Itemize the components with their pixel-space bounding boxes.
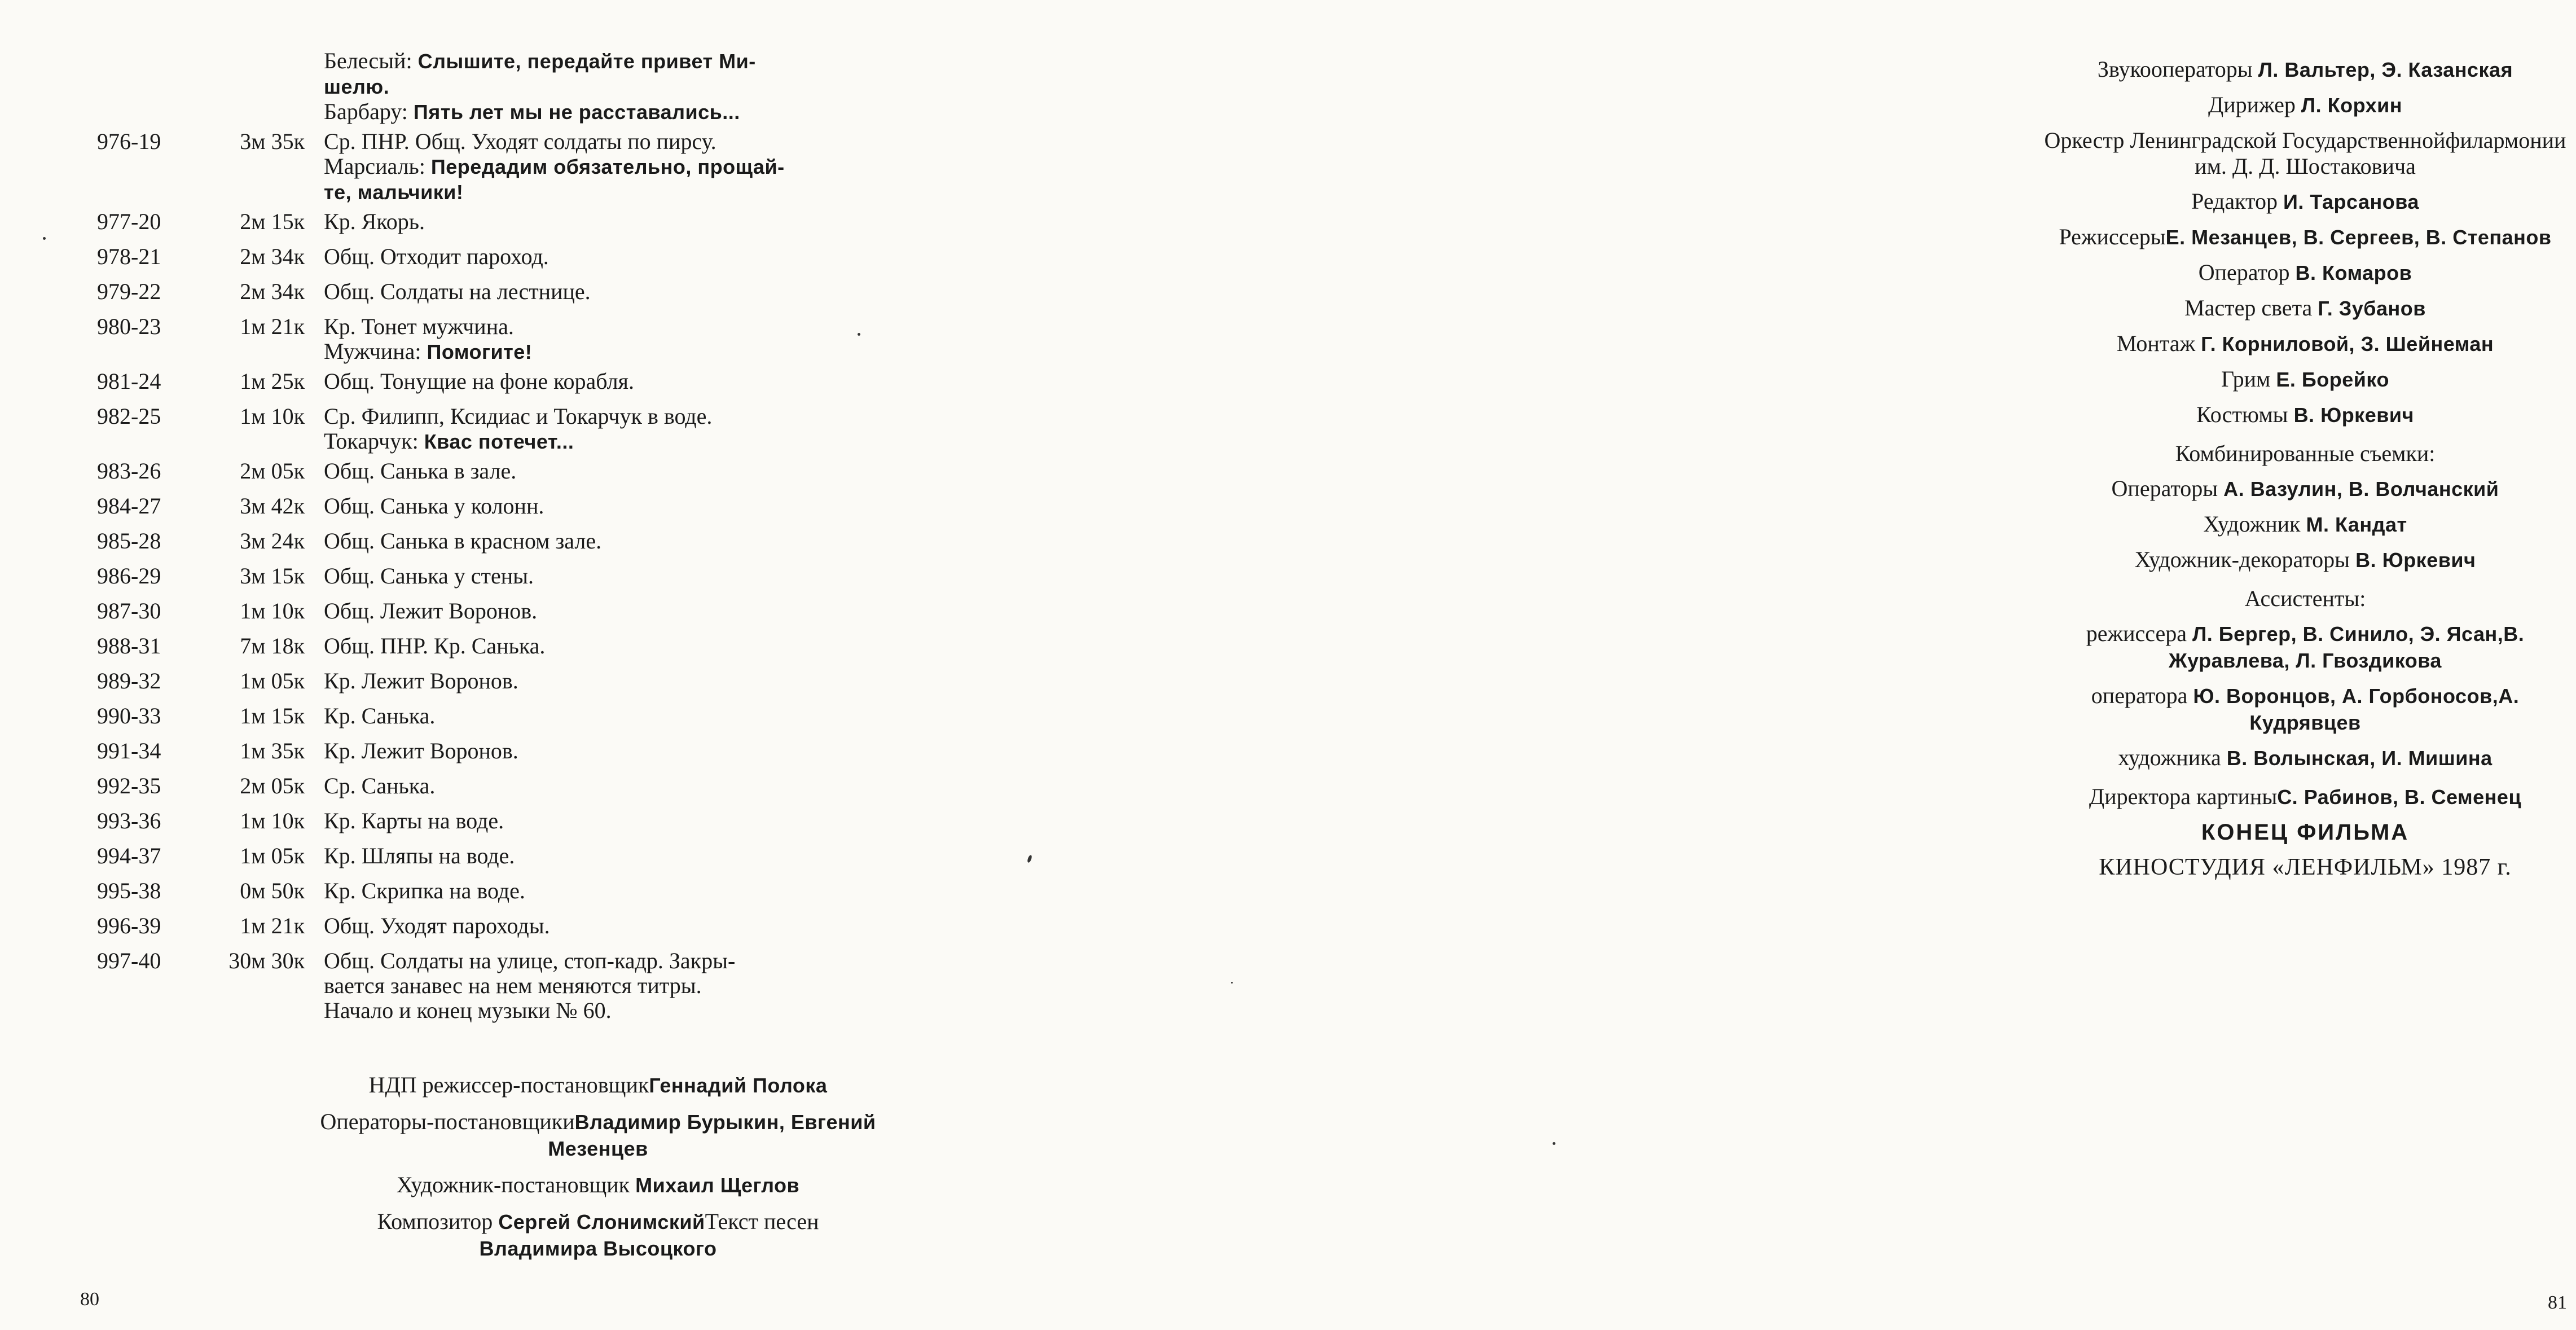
text-line xyxy=(324,774,880,798)
credit-block xyxy=(2034,547,2576,573)
shot-row xyxy=(85,809,880,833)
plain-text: Общ. Санька у стены. xyxy=(324,563,534,589)
shot-length: 1м 35к xyxy=(240,738,305,763)
text-line xyxy=(2175,441,2436,466)
dust-speck xyxy=(1553,1142,1555,1145)
shot-length: 2м 34к xyxy=(240,244,305,269)
shot-row xyxy=(85,314,880,365)
plain-text: Марсиаль: xyxy=(324,153,431,179)
shot-length: 30м 30к xyxy=(228,948,305,973)
left-credits xyxy=(316,1072,880,1272)
shot-description xyxy=(324,404,880,454)
plain-text: Кр. Лежит Воронов. xyxy=(324,738,518,763)
text-line xyxy=(324,669,880,693)
bold-text: Квас потечет... xyxy=(424,430,574,453)
bold-text: С. Рабинов, В. Семенец xyxy=(2277,785,2522,809)
text-line xyxy=(2199,260,2412,285)
shot-description xyxy=(324,879,880,903)
shot-number: 991-34 xyxy=(97,738,161,763)
shot-description xyxy=(324,459,880,484)
shot-length: 1м 10к xyxy=(240,403,305,429)
credit-block xyxy=(2034,441,2576,467)
credit-block xyxy=(2034,476,2576,502)
text-line xyxy=(2059,224,2165,249)
credit-block xyxy=(2034,366,2576,393)
plain-text: Общ. Санька в зале. xyxy=(324,458,517,484)
shot-description xyxy=(324,914,880,938)
shot-length: 1м 05к xyxy=(240,668,305,693)
bold-text: Геннадий Полока xyxy=(649,1074,828,1097)
shot-number: 996-39 xyxy=(97,913,161,938)
text-line xyxy=(324,564,880,589)
plain-text: Монтаж xyxy=(2116,331,2201,356)
text-line xyxy=(324,129,880,154)
text-line xyxy=(649,1072,827,1098)
shot-row xyxy=(85,49,880,125)
text-line xyxy=(2117,331,2494,356)
text-line xyxy=(2086,621,2504,646)
shot-row xyxy=(85,774,880,798)
shot-row xyxy=(85,244,880,269)
plain-text: Общ. Санька в красном зале. xyxy=(324,528,602,554)
text-line xyxy=(324,209,880,234)
shot-length: 1м 15к xyxy=(240,703,305,728)
shot-description xyxy=(324,669,880,693)
dust-speck xyxy=(858,333,860,336)
bold-text: Слышите, передайте привет Ми- xyxy=(417,50,756,73)
shot-number: 978-21 xyxy=(97,244,161,269)
plain-text: Кр. Лежит Воронов. xyxy=(324,668,518,693)
credit-block xyxy=(316,1209,880,1262)
shot-number: 979-22 xyxy=(97,279,161,304)
text-line xyxy=(324,339,880,365)
page-number-right: 81 xyxy=(2548,1292,2567,1313)
plain-text: Токарчук: xyxy=(324,428,424,454)
plain-text: Художник xyxy=(2203,511,2306,537)
text-line xyxy=(324,99,880,125)
shot-row xyxy=(85,634,880,659)
dust-speck xyxy=(1231,982,1233,984)
plain-text: Ср. Филипп, Ксидиас и Токарчук в воде. xyxy=(324,403,713,429)
shot-number: 985-28 xyxy=(97,528,161,554)
credit-block xyxy=(2034,56,2576,83)
plain-text: Кр. Карты на воде. xyxy=(324,808,504,833)
bold-text: те, мальчики! xyxy=(324,181,464,204)
plain-text: НДП режиссер-постановщик xyxy=(368,1072,649,1098)
text-line xyxy=(324,279,880,304)
text-line xyxy=(320,1109,574,1134)
plain-text: Кр. Скрипка на воде. xyxy=(324,878,525,903)
shot-length: 2м 05к xyxy=(240,458,305,484)
bold-text: Л. Корхин xyxy=(2301,94,2403,117)
plain-text: Кр. Якорь. xyxy=(324,209,425,234)
shot-row xyxy=(85,914,880,938)
text-line xyxy=(2203,511,2407,537)
plain-text: Общ. Тонущие на фоне корабля. xyxy=(324,368,634,394)
shot-description xyxy=(324,844,880,868)
bold-text: Владимир Бурыкин, Евгений Мезенцев xyxy=(548,1110,876,1160)
text-line xyxy=(548,1109,876,1161)
text-line xyxy=(2196,402,2414,427)
credit-block xyxy=(2034,224,2576,251)
text-line xyxy=(369,1072,649,1098)
shot-length: 1м 10к xyxy=(240,598,305,624)
plain-text: Барбару: xyxy=(324,99,414,124)
text-line xyxy=(324,429,880,454)
shot-length: 1м 05к xyxy=(240,843,305,868)
bold-text: Е. Борейко xyxy=(2276,368,2389,391)
bold-text: Пять лет мы не расставались... xyxy=(413,100,740,124)
plain-text: Мужчина: xyxy=(324,339,427,364)
text-line xyxy=(2184,295,2426,321)
text-line xyxy=(324,179,880,205)
credit-block xyxy=(2034,128,2576,179)
plain-text: Ср. ПНР. Общ. Уходят солдаты по пирсу. xyxy=(324,129,716,154)
plain-text: Звукооператоры xyxy=(2097,56,2258,82)
text-line xyxy=(324,74,880,99)
credit-block xyxy=(2034,511,2576,538)
shot-row xyxy=(85,209,880,234)
shot-length: 2м 15к xyxy=(240,209,305,234)
bold-text: В. Юркевич xyxy=(2355,548,2476,572)
shot-number: 995-38 xyxy=(97,878,161,903)
plain-text: Художник-постановщик xyxy=(396,1172,636,1197)
credit-block xyxy=(2034,683,2576,736)
bold-text: Передадим обязательно, прощай- xyxy=(430,155,785,178)
text-line xyxy=(324,154,880,179)
plain-text: Общ. ПНР. Кр. Санька. xyxy=(324,633,546,659)
bold-text: В. Волынская, И. Мишина xyxy=(2226,747,2493,770)
shot-description xyxy=(324,739,880,763)
studio-line: КИНОСТУДИЯ «ЛЕНФИЛЬМ» 1987 г. xyxy=(2099,854,2512,880)
shot-number: 987-30 xyxy=(97,598,161,624)
shot-row xyxy=(85,529,880,554)
text-line xyxy=(324,809,880,833)
text-line xyxy=(324,314,880,339)
credit-block xyxy=(2034,295,2576,322)
shot-row xyxy=(85,129,880,205)
text-line xyxy=(397,1172,799,1197)
credit-block xyxy=(2034,745,2576,771)
shot-row xyxy=(85,879,880,903)
plain-text: Кр. Шляпы на воде. xyxy=(324,843,515,868)
shot-length: 2м 34к xyxy=(240,279,305,304)
text-line xyxy=(324,49,880,74)
shot-description xyxy=(324,634,880,659)
plain-text: Грим xyxy=(2221,366,2276,392)
shot-number: 981-24 xyxy=(97,368,161,394)
text-line xyxy=(324,998,880,1023)
plain-text: Директора картины xyxy=(2089,784,2278,809)
plain-text: Общ. Солдаты на лестнице. xyxy=(324,279,591,304)
text-line xyxy=(324,599,880,624)
plain-text: Костюмы xyxy=(2196,402,2294,427)
credit-block xyxy=(2034,260,2576,286)
shot-row xyxy=(85,599,880,624)
plain-text: Общ. Уходят пароходы. xyxy=(324,913,550,938)
bold-text: Г. Зубанов xyxy=(2318,297,2426,320)
text-line xyxy=(324,879,880,903)
bold-text: Михаил Щеглов xyxy=(635,1174,800,1197)
credit-block xyxy=(316,1172,880,1199)
shot-length: 3м 15к xyxy=(240,563,305,589)
plain-text: оператора xyxy=(2091,683,2193,708)
shot-length: 3м 24к xyxy=(240,528,305,554)
credit-block xyxy=(2034,402,2576,428)
text-line xyxy=(324,949,880,973)
text-line xyxy=(324,914,880,938)
text-line xyxy=(2166,224,2552,249)
text-line xyxy=(2098,56,2513,82)
dust-speck xyxy=(43,237,46,240)
shot-row xyxy=(85,369,880,394)
plain-text: Белесый: xyxy=(324,48,418,73)
shot-number: 976-19 xyxy=(97,129,161,154)
bold-text: М. Кандат xyxy=(2306,513,2407,536)
right-page xyxy=(878,0,2567,1330)
shot-length: 0м 50к xyxy=(240,878,305,903)
text-line xyxy=(2191,188,2419,214)
plain-text: Дирижер xyxy=(2208,92,2301,117)
bold-text: В. Комаров xyxy=(2295,261,2412,284)
plain-text: Оператор xyxy=(2198,260,2296,285)
plain-text: Ассистенты: xyxy=(2244,586,2366,611)
shot-number: 977-20 xyxy=(97,209,161,234)
plain-text: филармонии им. Д. Д. Шостаковича xyxy=(2195,128,2566,179)
plain-text: Редактор xyxy=(2191,188,2284,214)
text-line xyxy=(2277,784,2521,809)
credit-block xyxy=(2034,784,2576,810)
plain-text: Композитор xyxy=(377,1209,499,1234)
plain-text: Операторы xyxy=(2111,476,2224,501)
shot-number: 980-23 xyxy=(97,314,161,339)
shot-description xyxy=(324,369,880,394)
shot-row xyxy=(85,564,880,589)
credit-block xyxy=(2034,188,2576,215)
shot-description xyxy=(324,774,880,798)
shot-description xyxy=(324,599,880,624)
shot-row xyxy=(85,279,880,304)
plain-text: Текст песен xyxy=(705,1209,819,1234)
shot-row xyxy=(85,704,880,728)
text-line xyxy=(324,494,880,519)
bold-text: Г. Корниловой, З. Шейнеман xyxy=(2201,332,2494,355)
bold-text: Е. Мезанцев, В. Сергеев, В. Степанов xyxy=(2165,226,2552,249)
bold-text: И. Тарсанова xyxy=(2283,190,2419,213)
shot-list xyxy=(85,49,880,1028)
plain-text: Кр. Тонет мужчина. xyxy=(324,314,514,339)
text-line xyxy=(2045,128,2446,153)
plain-text: Ср. Санька. xyxy=(324,773,436,798)
bold-text: Владимира Высоцкого xyxy=(479,1237,717,1260)
plain-text: Общ. Лежит Воронов. xyxy=(324,598,538,624)
plain-text: Комбинированные съемки: xyxy=(2175,441,2436,466)
credit-block xyxy=(2034,586,2576,612)
plain-text: Оркестр Ленинградской Государственной xyxy=(2044,128,2446,153)
plain-text: Мастер света xyxy=(2184,295,2318,321)
shot-description xyxy=(324,529,880,554)
plain-text: вается занавес на нем меняются титры. xyxy=(324,973,702,998)
shot-length: 1м 21к xyxy=(240,913,305,938)
credit-block xyxy=(2034,92,2576,118)
shot-row xyxy=(85,669,880,693)
text-line xyxy=(324,459,880,484)
text-line xyxy=(324,973,880,998)
text-line xyxy=(2245,586,2366,611)
shot-description xyxy=(324,244,880,269)
credit-block xyxy=(2034,331,2576,357)
shot-description xyxy=(324,704,880,728)
text-line xyxy=(324,404,880,429)
text-line xyxy=(324,634,880,659)
shot-number: 993-36 xyxy=(97,808,161,833)
shot-length: 3м 35к xyxy=(240,129,305,154)
shot-number: 992-35 xyxy=(97,773,161,798)
shot-row xyxy=(85,844,880,868)
page-number-left: 80 xyxy=(80,1289,99,1310)
bold-text: Сергей Слонимский xyxy=(498,1210,705,1234)
text-line xyxy=(2135,547,2476,572)
plain-text: Художник-декораторы xyxy=(2134,547,2356,572)
plain-text: Начало и конец музыки № 60. xyxy=(324,998,612,1023)
plain-text: Общ. Солдаты на улице, стоп-кадр. Закры- xyxy=(324,948,736,973)
shot-length: 7м 18к xyxy=(240,633,305,659)
shot-number: 988-31 xyxy=(97,633,161,659)
text-line xyxy=(324,844,880,868)
shot-description xyxy=(324,279,880,304)
bold-text: В. Юркевич xyxy=(2293,403,2414,427)
shot-row xyxy=(85,949,880,1023)
credit-block xyxy=(2034,621,2576,674)
shot-number: 983-26 xyxy=(97,458,161,484)
text-line xyxy=(2112,476,2499,501)
text-line xyxy=(324,244,880,269)
bold-text: Ю. Воронцов, А. Горбоносов, xyxy=(2193,684,2499,708)
plain-text: Общ. Санька у колонн. xyxy=(324,493,544,519)
bold-text: Л. Вальтер, Э. Казанская xyxy=(2258,58,2513,81)
shot-description xyxy=(324,494,880,519)
text-line xyxy=(377,1209,705,1234)
plain-text: Операторы-постановщики xyxy=(320,1109,575,1134)
shot-row xyxy=(85,404,880,454)
shot-length: 1м 10к xyxy=(240,808,305,833)
plain-text: режиссера xyxy=(2086,621,2193,646)
text-line xyxy=(2118,745,2492,770)
shot-length: 1м 25к xyxy=(240,368,305,394)
shot-number: 986-29 xyxy=(97,563,161,589)
shot-number: 984-27 xyxy=(97,493,161,519)
shot-row xyxy=(85,739,880,763)
shot-number: 994-37 xyxy=(97,843,161,868)
bold-text: А. Кудрявцев xyxy=(2249,684,2520,734)
shot-length: 3м 42к xyxy=(240,493,305,519)
left-page xyxy=(0,0,878,1330)
shot-description xyxy=(324,49,880,125)
shot-description xyxy=(324,209,880,234)
bold-text: Помогите! xyxy=(427,340,533,363)
bold-text: Л. Бергер, В. Синило, Э. Ясан, xyxy=(2192,622,2504,646)
text-line xyxy=(2208,92,2402,117)
bold-text: В. Журавлева, Л. Гвоздикова xyxy=(2169,622,2525,672)
credit-block xyxy=(316,1109,880,1162)
bold-text: шелю. xyxy=(324,75,390,98)
bold-text: А. Вазулин, В. Волчанский xyxy=(2223,477,2499,501)
credit-block xyxy=(316,1072,880,1099)
shot-description xyxy=(324,314,880,365)
shot-number: 990-33 xyxy=(97,703,161,728)
plain-text: Общ. Отходит пароход. xyxy=(324,244,549,269)
plain-text: Кр. Санька. xyxy=(324,703,436,728)
shot-description xyxy=(324,564,880,589)
text-line xyxy=(324,369,880,394)
shot-description xyxy=(324,809,880,833)
credits-list xyxy=(2034,56,2576,810)
text-line xyxy=(2089,784,2277,809)
shot-description xyxy=(324,129,880,205)
shot-row xyxy=(85,459,880,484)
right-credits xyxy=(2034,56,2576,880)
shot-length: 1м 21к xyxy=(240,314,305,339)
text-line xyxy=(324,529,880,554)
text-line xyxy=(2221,366,2389,392)
shot-length: 2м 05к xyxy=(240,773,305,798)
shot-description xyxy=(324,949,880,1023)
shot-number: 997-40 xyxy=(97,948,161,973)
shot-row xyxy=(85,494,880,519)
text-line xyxy=(324,704,880,728)
end-title: КОНЕЦ ФИЛЬМА xyxy=(2201,820,2410,845)
text-line xyxy=(2091,683,2498,708)
plain-text: художника xyxy=(2118,745,2227,770)
text-line xyxy=(324,739,880,763)
plain-text: Режиссеры xyxy=(2059,224,2166,249)
shot-number: 989-32 xyxy=(97,668,161,693)
shot-number: 982-25 xyxy=(97,403,161,429)
